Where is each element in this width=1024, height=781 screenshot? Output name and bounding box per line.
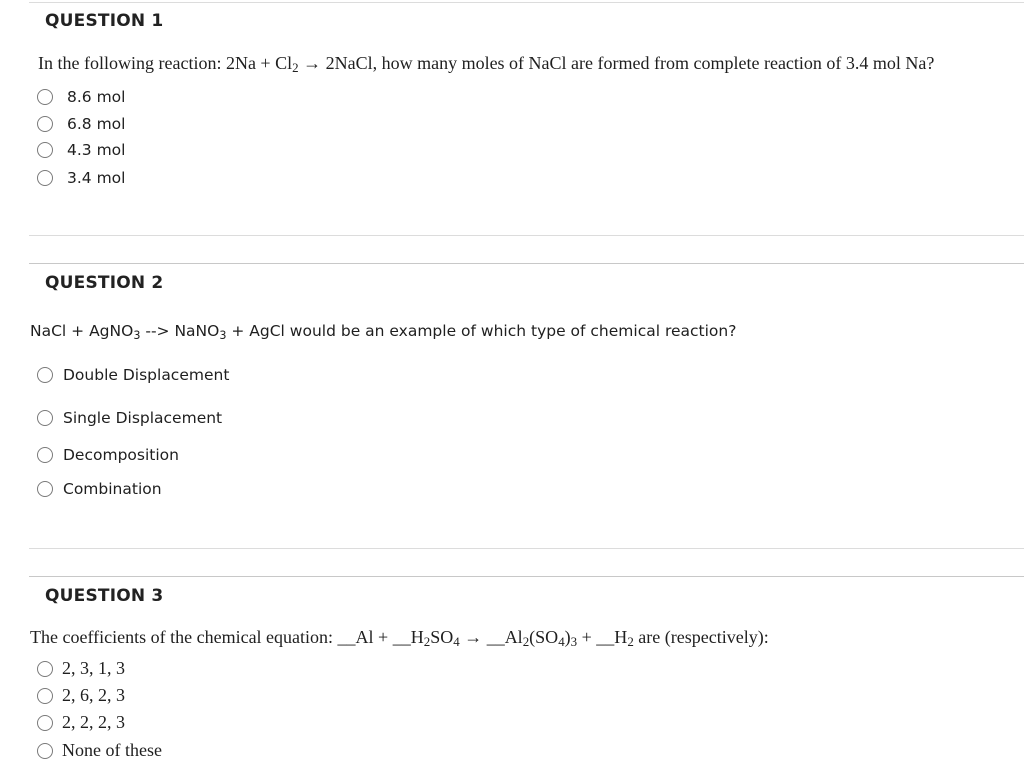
- radio-button[interactable]: [37, 410, 53, 426]
- radio-button[interactable]: [37, 688, 53, 704]
- radio-button[interactable]: [37, 89, 53, 105]
- radio-button[interactable]: [37, 142, 53, 158]
- q1-option-3[interactable]: 4.3 mol: [37, 141, 125, 159]
- question-2-bottom-divider: [29, 548, 1024, 549]
- question-3-top-divider: [29, 576, 1024, 577]
- radio-button[interactable]: [37, 661, 53, 677]
- question-1-bottom-divider: [29, 235, 1024, 236]
- question-2-top-divider: [29, 263, 1024, 264]
- radio-button[interactable]: [37, 447, 53, 463]
- q2-option-decomposition[interactable]: Decomposition: [37, 446, 179, 464]
- q3-option-4[interactable]: None of these: [37, 740, 162, 761]
- q1-option-1[interactable]: 8.6 mol: [37, 88, 125, 106]
- q3-option-3[interactable]: 2, 2, 2, 3: [37, 712, 125, 733]
- question-3-prompt: The coefficients of the chemical equation: __Al + $\_\_H_2SO_4$ → $\_\_Al_2(SO_4)_3$ + $\_\_H_2$ are (respectively):: [30, 627, 769, 650]
- q1-option-2[interactable]: 6.8 mol: [37, 115, 125, 133]
- radio-button[interactable]: [37, 743, 53, 759]
- radio-button[interactable]: [37, 116, 53, 132]
- radio-button[interactable]: [37, 367, 53, 383]
- q3-option-2[interactable]: 2, 6, 2, 3: [37, 685, 125, 706]
- q1-option-4[interactable]: 3.4 mol: [37, 169, 125, 187]
- question-3-heading: QUESTION 3: [45, 586, 164, 606]
- radio-button[interactable]: [37, 170, 53, 186]
- top-divider: [29, 2, 1024, 3]
- question-2-heading: QUESTION 2: [45, 273, 164, 293]
- q3-option-1[interactable]: 2, 3, 1, 3: [37, 658, 125, 679]
- q2-option-combination[interactable]: Combination: [37, 480, 162, 498]
- q2-option-single-displacement[interactable]: Single Displacement: [37, 409, 222, 427]
- question-2-prompt: NaCl + AgNO$_3$ --> NaNO$_3$ + AgCl would be an example of which type of chemical reaction?: [30, 322, 737, 342]
- q2-option-double-displacement[interactable]: Double Displacement: [37, 366, 229, 384]
- question-1-prompt: In the following reaction: $2Na + Cl_2$ → 2NaCl, how many moles of NaCl are formed from complete reaction of 3.4 mol Na?: [38, 53, 935, 76]
- question-1-heading: QUESTION 1: [45, 11, 164, 31]
- radio-button[interactable]: [37, 715, 53, 731]
- radio-button[interactable]: [37, 481, 53, 497]
